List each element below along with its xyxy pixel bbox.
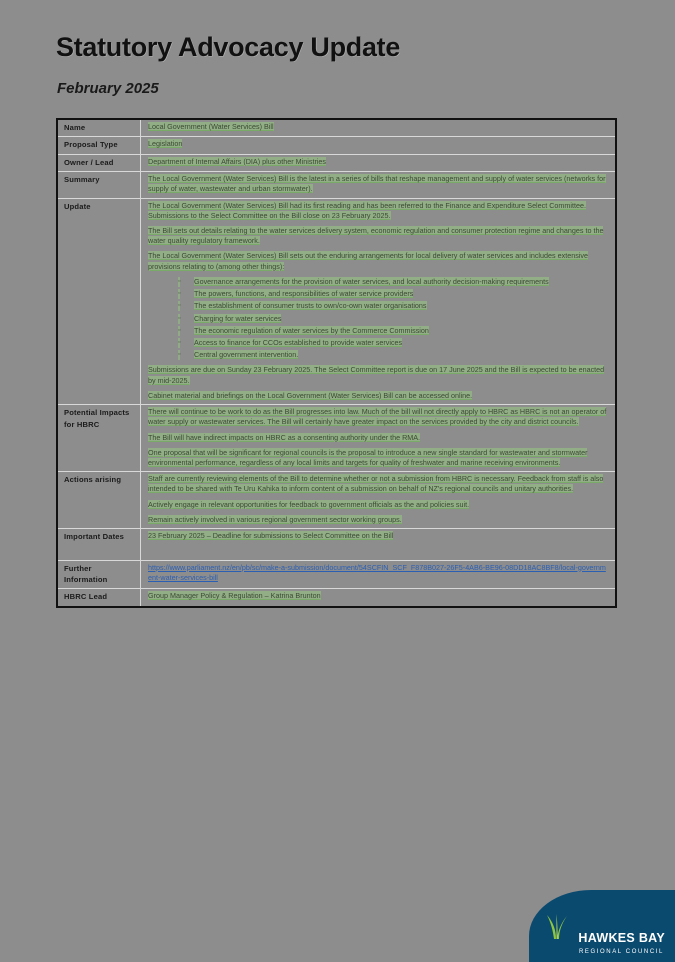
bullet-icon: ▫ (178, 351, 181, 359)
bullet-text[interactable]: The establishment of consumer trusts to own/co-own water organisations (194, 301, 427, 311)
bullet-icon: ▫ (178, 326, 181, 334)
important-dates-text[interactable]: 23 February 2025 – Deadline for submissions to Select Committee on the Bill (148, 531, 394, 541)
logo-name: HAWKES BAY (578, 931, 665, 945)
table-row-update (57, 198, 616, 405)
name-text[interactable]: Local Government (Water Services) Bill (148, 122, 274, 131)
list-item (178, 289, 607, 299)
impacts-paragraph[interactable]: There will continue to be work to do as the Bill progresses into law. Much of the bill will not directly apply to HBRC as HBRC is not an operator of water supply or wastewater services. The Bill will certainly have greater impact on the services provided by the city and district councils. (148, 407, 607, 427)
bullet-text[interactable]: Central government intervention. (194, 350, 299, 360)
page-subtitle: February 2025 (57, 80, 159, 97)
row-value-important-dates (141, 529, 617, 560)
actions-paragraph[interactable]: Actively engage in relevant opportunities for feedback to government officials as the and policies suit. (148, 499, 470, 509)
row-value-summary (141, 172, 617, 198)
list-item (178, 314, 607, 324)
table-row-potential-impacts (57, 405, 616, 472)
leaf-icon (541, 912, 571, 940)
bullet-text[interactable]: The powers, functions, and responsibilities of water service providers (194, 289, 414, 299)
row-value-owner-lead (141, 154, 617, 171)
row-value-update (141, 198, 617, 405)
table-row-summary (57, 172, 616, 198)
row-value-potential-impacts (141, 405, 617, 472)
table-row-further-information (57, 560, 616, 589)
list-item (178, 338, 607, 348)
row-value-name (141, 119, 617, 137)
row-value-proposal-type (141, 137, 617, 154)
footer-logo (529, 890, 675, 962)
bullet-icon: ▫ (178, 314, 181, 322)
row-label-hbrc-lead: HBRC Lead (57, 589, 141, 607)
bullet-text[interactable]: Charging for water services (194, 313, 282, 323)
table-row-proposal-type (57, 137, 616, 154)
list-item (178, 301, 607, 311)
bullet-text[interactable]: Governance arrangements for the provision of water services, and local authority decision-making requirements (194, 276, 549, 286)
summary-text[interactable]: The Local Government (Water Services) Bill is the latest in a series of bills that reshape management and supply of water services (networks for supply of water, wastewater and urban stormwater). (148, 174, 606, 194)
page-title: Statutory Advocacy Update (56, 32, 401, 62)
row-value-actions-arising (141, 472, 617, 529)
list-item (178, 277, 607, 287)
further-information-link[interactable]: https://www.parliament.nz/en/pb/sc/make-a-submission/document/54SCFIN_SCF_F878B027-26F5-4AB6-BE96-08DD18AC8BF8/local-government-water-services-bill (148, 562, 606, 582)
row-label-proposal-type: Proposal Type (57, 137, 141, 154)
impacts-paragraph[interactable]: The Bill will have indirect impacts on HBRC as a consenting authority under the RMA. (148, 432, 421, 442)
bullet-icon: ▫ (178, 277, 181, 285)
table-row-important-dates (57, 529, 616, 560)
row-label-summary: Summary (57, 172, 141, 198)
list-item (178, 326, 607, 336)
row-label-important-dates: Important Dates (57, 529, 141, 560)
impacts-paragraph[interactable]: One proposal that will be significant for regional councils is the proposal to introduce a new single standard for wastewater and stormwater environmental performance, regardless of any local limits and targets for quality of freshwater and marine receiving environments. (148, 447, 588, 467)
table-row-owner-lead (57, 154, 616, 171)
bullet-icon: ▫ (178, 339, 181, 347)
update-paragraph[interactable]: The Bill sets out details relating to the water services delivery system, economic regulation and consumer protection regime and changes to the water quality regulatory framework. (148, 226, 604, 246)
row-label-further-information: Further Information (57, 560, 141, 589)
bullet-icon: ▫ (178, 290, 181, 298)
row-value-further-information (141, 560, 617, 589)
proposal-type-text[interactable]: Legislation (148, 139, 183, 149)
bullet-text[interactable]: Access to finance for CCOs established to provide water services (194, 338, 403, 348)
row-value-hbrc-lead (141, 589, 617, 607)
table-row-name (57, 119, 616, 137)
bullet-text[interactable]: The economic regulation of water services by the Commerce Commission (194, 325, 429, 335)
row-label-potential-impacts: Potential Impacts for HBRC (57, 405, 141, 472)
update-paragraph[interactable]: Cabinet material and briefings on the Local Government (Water Services) Bill can be accessed online. (148, 390, 473, 400)
row-label-owner-lead: Owner / Lead (57, 154, 141, 171)
update-bullet-list (148, 277, 607, 361)
update-paragraph[interactable]: The Local Government (Water Services) Bill had its first reading and has been referred to the Finance and Expenditure Select Committee. Submissions to the Select Committee on the Bill close on 23 February 2025. (148, 200, 586, 220)
row-label-update: Update (57, 198, 141, 405)
row-label-name: Name (57, 119, 141, 137)
table-row-hbrc-lead (57, 589, 616, 607)
update-paragraph[interactable]: Submissions are due on Sunday 23 February 2025. The Select Committee report is due on 17 June 2025 and the Bill is expected to be enacted by mid-2025. (148, 365, 605, 385)
actions-paragraph[interactable]: Remain actively involved in various regional government sector working groups. (148, 514, 402, 524)
bullet-icon: ▫ (178, 302, 181, 310)
update-paragraph[interactable]: The Local Government (Water Services) Bill sets out the enduring arrangements for local delivery of water services and includes extensive provisions relating to (among other things): (148, 251, 588, 271)
list-item (178, 350, 607, 360)
statutory-advocacy-table (56, 118, 617, 608)
owner-lead-text[interactable]: Department of Internal Affairs (DIA) plus other Ministries (148, 156, 327, 166)
hbrc-lead-text[interactable]: Group Manager Policy & Regulation – Katrina Brunton (148, 591, 321, 601)
table-row-actions-arising (57, 472, 616, 529)
actions-paragraph[interactable]: Staff are currently reviewing elements of the Bill to determine whether or not a submission from HBRC is necessary. Feedback from staff is also intended to be shared with Te Uru Kahika to inform content of a submission on behalf of NZ's regional councils and unitary authorities. (148, 474, 604, 494)
row-label-actions-arising: Actions arising (57, 472, 141, 529)
logo-subtitle: REGIONAL COUNCIL (578, 949, 664, 955)
